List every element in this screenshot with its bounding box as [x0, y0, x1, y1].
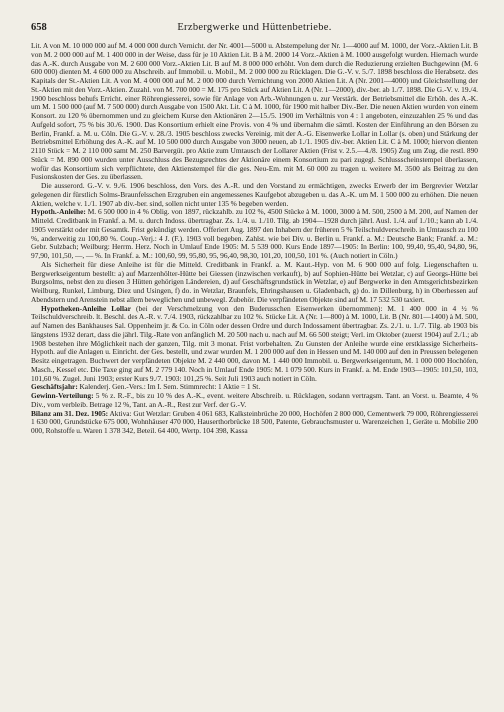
- paragraph-text: Lit. A von M. 10 000 000 auf M. 4 000 000 durch Vernicht. der Nr. 4001—5000 u. Abstempelung der Nr. 1—4000 auf M. 1000, der Vorz.-Aktien Lit. B von M. 2 000 000 auf M. 1 400 000 in der Weise, dass für je 10 Aktien Lit. B à M. 2000 14 Vorz.-Aktien à M. 1000 ausgefolgt wurden. Hiernach wurde das A.-K. durch Ausgabe von M. 2 600 000 Vorz.-Aktien Lit. B auf M. 8 000 000 erhöht. Von dem durch die Reduzierung erzielten Buchgewinn (M. 6 600 000) dienten M. 4 600 000 zu Abschreib. auf Immobil. u. Mobil., M. 2 000 000 zu Rücklagen. Die G.-V. v. 5./7. 1898 beschloss die Herabsetz. des Kapitals der St.-Aktien Lit. A von M. 4 000 000 auf M. 2 000 000 durch Vernichtung von 2000 Aktien Lit. A (Nr. 2001—4000) und Gleichstellung der St.-Aktien mit den Vorz.-Aktien. Zuzahl. von M. 700 000 = M. 175 pro Stück auf Aktien Lit. A (Nr. 1—2000), div.-ber. ab 1./7. 1898. Die G.-V. v. 19./4. 1900 beschloss behufs Erricht. einer Röhrengiesserei, sowie für Anlage von Arb.-Wohnungen u. zur Verstärk. der Betriebsmittel die Erhöh. des A.-K. um M. 1 500 000 (auf M. 7 500 000) durch Ausgabe von 1500 Akt. Lit. C à M. 1000, für 1900 mit halber Div.-Ber. Die neuen Aktien wurden von einem Konsort. zu 120 % übernommen und zu gleichem Kurse den Aktionären 2—15./5. 1900 im Verhältnis von 4 : 1 angeboten, einzuzahlen 25 % und das Aufgeld sofort, 75 % bis 30./6. 1900. Das Konsortium erhielt eine Provis. von 4 % und übernahm die sämtl. Kosten der Einführung an den Börsen zu Berlin, Frankf. a. M. u. Cöln. Die G.-V. v. 28./3. 1905 beschloss zwecks Vereinig. mit der A.-G. Eisenwerke Lollar in Lollar (s. oben) und Stärkung der Betriebsmittel Erhöhung des A.-K. auf M. 10 500 000 durch Ausgabe von 3000 neuen, ab 1./1. 1905 div.-ber. Aktien Lit. C à M. 1000; hiervon dienten 2110 Stück = M. 2 110 000 samt M. 250 Barvergüt. pro Aktie zum Umtausch der Lollarer Aktien (Frist v. 2.5.—4./8. 1905) Zug um Zug, die restl. 890 Stück = M. 890 000 wurden unter Ausschluss des Bezugsrechtes der Aktionäre einem Konsortium zu pari zugegl. Schlussscheinstempel überlassen, wofür das Konsortium sich verpflichtete, den Aktienstempel für die ges. Neu-Em. mit M. 60 000 zu tragen u. weitere M. 3500 als Beitrag zu den Fusionskosten der Ges. zu überlassen.: [31, 41, 478, 182]
- paragraph-text: (bei der Verschmelzung von den Buderusschen Eisenwerken übernommen): M. 1 400 000 in 4 ½ % Teilschuldverschreib. lt. Beschl. des A.-R. v. 7./4. 1903, rückzahlbar zu 102 %. Stücke Lit. A (Nr. 1—800) à M. 1000, Lit. B (Nr. 801—1400) à M. 500, auf Namen des Bankhauses Sal. Oppenheim jr. & Co. in Cöln oder dessen Ordre und durch Indossament übertragbar. Zs. 2./1. u. 1./7. Tilg. ab 1903 bis längstens 1932 derart, dass die jährl. Tilg.-Rate von anfänglich M. 20 500 nach u. nach auf M. 66 500 steigt; Verl. im Oktober (zuerst 1904) auf 2./1.; ab 1908 bestehen ihre Möglichkeit nach der ganzen, Tilg. mit 3 monat. Frist vorbehalten. Zu Gunsten der Anleihe wurde eine erstklassige Sicherheits-Hypoth. auf die Anlagen u. Einricht. der Ges. bestellt, und zwar wurden M. 1 200 000 auf den in Hessen und M. 140 000 auf den in Preussen belegenen Besitz eingetragen. Buchwert der verpfändeten Objekte M. 2 440 000, davon M. 1 440 000 Immobil. u. Bergwerkseigentum, M. 1 000 000 Hochöfen, Masch., Kessel etc. Die Taxe ging auf M. 2 779 140. Noch in Umlauf Ende 1905: M. 1 079 500. Kurs in Frankf. a. M. Ende 1903—1905: 101,50, 103, 101,60 %. Zugel. Juni 1903; erster Kurs 9./7. 1903: 101,25 %. Seit Juli 1903 auch notiert in Cöln.: [31, 303, 478, 383]
- page-number: 658: [31, 22, 47, 33]
- paragraph-heading: Gewinn-Verteilung:: [31, 391, 94, 400]
- paragraph-text: Als Sicherheit für diese Anleihe ist für die Mitteld. Creditbank in Frankf. a. M. Kaut.-Hyp. von M. 6 900 000 auf folg. Liegenschaften u. Bergwerkseigentum bestellt: a) auf Marzenhölter-Hütte bei Giessen (inzwischen verkauft), b) auf Sophien-Hütte bei Wetzlar, c) auf Georgs-Hütte bei Burgsolms, nebst den zu diesen 3 Hütten gehörigen Ländereien, d) auf Geschäftsgrundstück in Wetzlar, e) auf Bergwerke in den Amtsgerichtsbezirken Weilburg, Runkel, Limburg, Diez und Usingen, f) do. in Wetzlar, Braunfels, Ehringshausen u. Gladenbach, g) do. in Dillenburg, h) in Oberhessen auf Abendstern und Arenstein nebst allem beweglichen und unbewegl. Zubehör. Die verpfändeten Objekte sind auf M. 17 532 530 taxiert.: [31, 259, 478, 304]
- paragraph: [31, 392, 478, 410]
- running-title: Erzbergwerke und Hüttenbetriebe.: [177, 22, 332, 33]
- paragraph-text: Die ausserord. G.-V. v. 9./6. 1906 beschloss, den Vors. des A.-R. und den Vorstand zu ermächtigen, zwecks Erwerb der im Bergrevier Wetzlar gelegenen dir fürstlich Solms-Braunfelsschen Erzgruben ein angemessenes Kaufgebot abzugeben u. das A.-K. um M. 1 500 000 zu erhöhen. Die neuen Aktien, welche v. 1./1. 1907 ab div.-ber. sind, sollen nicht unter 135 % begeben werden.: [31, 181, 478, 208]
- paragraph-heading: Hypotheken-Anleihe Lollar: [41, 303, 132, 313]
- paragraph: [31, 261, 478, 305]
- paragraph-text: Kalenderj. Gen.-Vers.: Im I. Sem. Stimmrecht: 1 Aktie = 1 St.: [77, 382, 261, 392]
- paragraph-text: Aktiva: Gut Wetzlar: Gruben 4 061 683, Kalksteinbrüche 20 000, Hochöfen 2 800 000, Cementwerk 79 000, Röhrengiesserei 1 630 000, Grundstücke 675 000, Wohnhäuser 470 000, Hauserthorbrücke 18 500, Patente, Gebrauchsmuster u. Warenzeichen 1, Geräte u. Mobilie 200 000, Rohstoffe u. Waren 1 378 342, Beteil. 64 400, Wertp. 104 398, Kassa: [31, 408, 479, 435]
- paragraph-text: 5 % z. R.-F., bis zu 10 % des A.-K., event. weitere Abschreib. u. Rücklagen, sodann vertragsm. Tant. an Vorst. u. Beamte, 4 % Div., vom verbleib. Betrage 12 %, Tant. an A.-R., Rest zur Verf. der G.-V.: [31, 391, 478, 409]
- paragraph: [31, 410, 478, 436]
- paragraph-heading: Bilanz am 31. Dez. 1905:: [31, 408, 109, 418]
- paragraph-heading: Hypoth.-Anleihe:: [31, 207, 86, 217]
- paragraph-text: M. 6 500 000 in 4 % Oblig. von 1897, rückzahlb. zu 102 %, 4500 Stücke à M. 1000, 3000 à M. 500, 2500 à M. 200, auf Namen der Mitteld. Creditbank in Frankf. a. M. u. durch Indoss. übertragbar. Zs. 1./4. u. 1./10. Tilg. ab 1904—1928 durch jährl. Ausl. 1./4. auf 1./10.; kann ab 1./4. 1905 verstärkt oder mit Gesamtk. Frist gekündigt werden. Offeriert Aug. 1897 den Inhabern der früheren 5 % Teilschuldverschreib. in Umtausch zu 100 %, anderweitig zu 100,80 %. Coup.-Verj.: 4 J. (F.). 1903 voll begeben. Zahlst. wie bei Div. u. Berlin u. Frankf. a. M.: Deutsche Bank; Frankf. a. M.: Gebr. Sulzbach; Weilburg: Herrm. Herz. Noch in Umlauf Ende 1905: M. 5 539 000. Kurs Ende 1897—1905: In Berlin: 100, 99,40, 95,40, 94,80, 96, 97,90, 101,50, —, — %. In Frankf. a. M.: 100,60, 99, 95,80, 95, 96,40, 98,30, 101,20, 100,50, 101 %. (Auch notiert in Cöln.): [31, 207, 478, 260]
- paragraph: [31, 305, 478, 384]
- page-header: [31, 22, 478, 38]
- paragraph: [31, 182, 478, 208]
- paragraph: [31, 208, 478, 261]
- page-body: [31, 42, 478, 436]
- paragraph: [31, 42, 478, 182]
- paragraph-heading: Geschäftsjahr:: [31, 382, 78, 392]
